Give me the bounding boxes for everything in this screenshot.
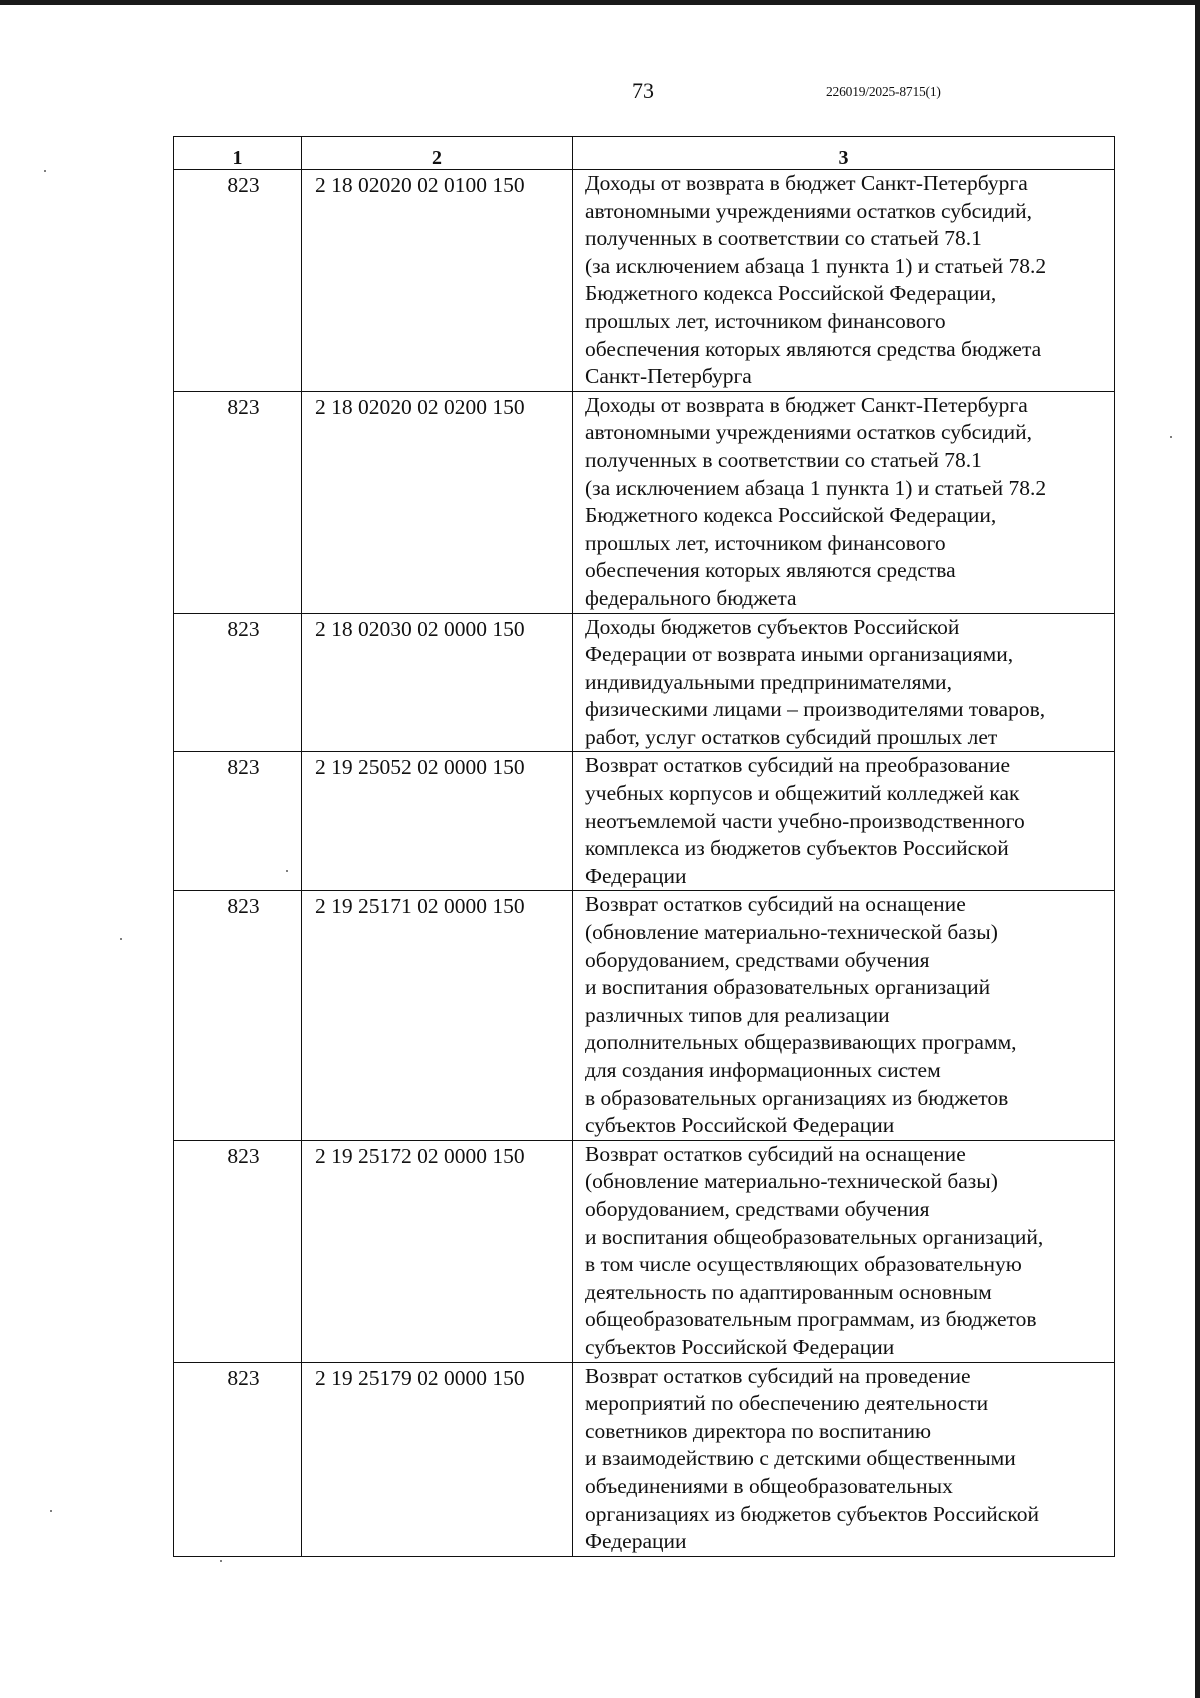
table-row xyxy=(174,391,1115,613)
admin-code-cell: 823 xyxy=(174,1140,302,1362)
column-header-2: 2 xyxy=(302,137,573,170)
revenue-name-cell xyxy=(573,391,1115,613)
revenue-name-line: Возврат остатков субсидий на оснащение xyxy=(585,892,966,917)
revenue-name-line: общеобразовательным программам, из бюджетов xyxy=(585,1307,1037,1332)
revenue-name-line: Санкт-Петербурга xyxy=(585,364,752,389)
revenue-name-line: прошлых лет, источником финансового xyxy=(585,530,946,555)
revenue-name-line: Доходы от возврата в бюджет Санкт-Петербурга xyxy=(585,392,1028,417)
revenue-name-line: Доходы от возврата в бюджет Санкт-Петербурга xyxy=(585,171,1028,195)
revenue-name-line: объединениями в общеобразовательных xyxy=(585,1473,953,1498)
scan-speck xyxy=(120,938,122,940)
revenue-name-line: полученных в соответствии со статьей 78.1 xyxy=(585,447,982,472)
revenue-name-line: организациях из бюджетов субъектов Российской xyxy=(585,1501,1039,1526)
revenue-name-line: прошлых лет, источником финансового xyxy=(585,308,946,333)
revenue-name-line: различных типов для реализации xyxy=(585,1002,890,1027)
revenue-name-line: Возврат остатков субсидий на проведение xyxy=(585,1363,971,1388)
revenue-name-line: мероприятий по обеспечению деятельности xyxy=(585,1391,989,1416)
revenue-name-line: оборудованием, средствами обучения xyxy=(585,947,930,972)
admin-code-cell: 823 xyxy=(174,891,302,1140)
revenue-name-line: неотъемлемой части учебно-производственного xyxy=(585,808,1025,833)
revenue-name-line: обеспечения которых являются средства бюджета xyxy=(585,336,1042,361)
scan-speck xyxy=(220,1560,222,1562)
revenue-name-line: (обновление материально-технической базы) xyxy=(585,1169,998,1194)
revenue-name-cell xyxy=(573,891,1115,1140)
revenue-name-cell xyxy=(573,170,1115,392)
revenue-name-line: советников директора по воспитанию xyxy=(585,1418,932,1443)
revenue-name-line: оборудованием, средствами обучения xyxy=(585,1196,930,1221)
revenue-name-line: учебных корпусов и общежитий колледжей как xyxy=(585,781,1020,806)
revenue-name-line: Бюджетного кодекса Российской Федерации, xyxy=(585,281,997,306)
revenue-name-line: субъектов Российской Федерации xyxy=(585,1113,895,1138)
table-row xyxy=(174,1362,1115,1556)
revenue-name-line: Возврат остатков субсидий на оснащение xyxy=(585,1141,966,1166)
admin-code-cell: 823 xyxy=(174,1362,302,1556)
table-row xyxy=(174,613,1115,752)
budget-code-cell: 2 18 02030 02 0000 150 xyxy=(302,613,573,752)
budget-code-cell: 2 19 25172 02 0000 150 xyxy=(302,1140,573,1362)
column-header-1: 1 xyxy=(174,137,302,170)
revenue-name-line: федерального бюджета xyxy=(585,585,797,610)
table-header-row xyxy=(174,137,1115,170)
budget-code-cell: 2 18 02020 02 0200 150 xyxy=(302,391,573,613)
table-row xyxy=(174,891,1115,1140)
revenue-name-line: Доходы бюджетов субъектов Российской xyxy=(585,614,960,639)
table-body xyxy=(174,170,1115,1557)
revenue-name-line: обеспечения которых являются средства xyxy=(585,558,956,583)
revenue-name-line: Федерации xyxy=(585,1529,687,1554)
revenue-name-line: Федерации xyxy=(585,863,687,888)
admin-code-cell: 823 xyxy=(174,752,302,891)
admin-code-cell: 823 xyxy=(174,613,302,752)
revenue-name-line: Бюджетного кодекса Российской Федерации, xyxy=(585,503,997,528)
revenue-name-line: деятельность по адаптированным основным xyxy=(585,1279,992,1304)
revenue-name-line: и воспитания образовательных организаций xyxy=(585,975,991,1000)
budget-code-cell: 2 19 25179 02 0000 150 xyxy=(302,1362,573,1556)
revenue-name-line: автономными учреждениями остатков субсидий, xyxy=(585,420,1033,445)
revenue-name-cell xyxy=(573,1362,1115,1556)
revenue-codes-table xyxy=(173,136,1115,1557)
table-row xyxy=(174,170,1115,392)
budget-code-cell: 2 19 25052 02 0000 150 xyxy=(302,752,573,891)
revenue-name-line: в образовательных организациях из бюджетов xyxy=(585,1085,1009,1110)
document-id: 226019/2025-8715(1) xyxy=(826,84,941,99)
revenue-name-line: (за исключением абзаца 1 пункта 1) и статьей 78.2 xyxy=(585,253,1047,278)
revenue-name-cell xyxy=(573,1140,1115,1362)
revenue-name-line: полученных в соответствии со статьей 78.1 xyxy=(585,226,982,251)
revenue-name-line: (за исключением абзаца 1 пункта 1) и статьей 78.2 xyxy=(585,475,1047,500)
revenue-name-cell xyxy=(573,613,1115,752)
revenue-name-line: в том числе осуществляющих образовательную xyxy=(585,1252,1022,1277)
scan-edge-right xyxy=(1195,0,1200,1698)
revenue-name-line: субъектов Российской Федерации xyxy=(585,1334,895,1359)
revenue-name-line: и взаимодействию с детскими общественными xyxy=(585,1446,1016,1471)
revenue-name-line: Возврат остатков субсидий на преобразование xyxy=(585,753,1011,778)
revenue-name-line: для создания информационных систем xyxy=(585,1058,941,1082)
revenue-name-line: (обновление материально-технической базы) xyxy=(585,920,998,945)
table-row xyxy=(174,752,1115,891)
scan-speck xyxy=(50,1510,52,1512)
revenue-name-line: дополнительных общеразвивающих программ, xyxy=(585,1030,1017,1055)
revenue-name-line: Федерации от возврата иными организациями, xyxy=(585,642,1014,667)
page-number: 73 xyxy=(632,78,654,103)
revenue-name-cell xyxy=(573,752,1115,891)
scan-speck xyxy=(1170,436,1172,438)
budget-code-cell: 2 18 02020 02 0100 150 xyxy=(302,170,573,392)
budget-code-cell: 2 19 25171 02 0000 150 xyxy=(302,891,573,1140)
revenue-name-line: индивидуальными предпринимателями, xyxy=(585,669,952,694)
revenue-name-line: и воспитания общеобразовательных организаций, xyxy=(585,1224,1044,1249)
table-row xyxy=(174,1140,1115,1362)
revenue-name-line: автономными учреждениями остатков субсидий, xyxy=(585,198,1033,223)
admin-code-cell: 823 xyxy=(174,170,302,392)
revenue-name-line: работ, услуг остатков субсидий прошлых лет xyxy=(585,724,998,749)
scan-edge-top xyxy=(0,0,1200,5)
column-header-3: 3 xyxy=(573,137,1115,170)
revenue-name-line: комплекса из бюджетов субъектов Российской xyxy=(585,836,1009,861)
scan-speck xyxy=(44,170,46,172)
admin-code-cell: 823 xyxy=(174,391,302,613)
revenue-name-line: физическими лицами – производителями товаров, xyxy=(585,697,1046,722)
